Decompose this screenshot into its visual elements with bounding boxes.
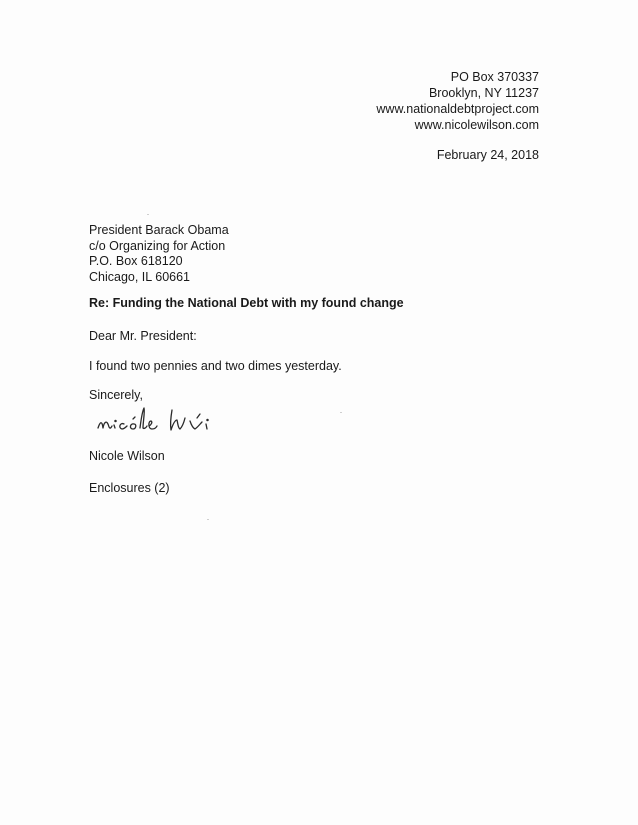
letter-body: I found two pennies and two dimes yesterday. bbox=[89, 359, 342, 373]
sender-website-nicolewilson: www.nicolewilson.com bbox=[414, 118, 539, 132]
salutation: Dear Mr. President: bbox=[89, 329, 197, 343]
recipient-name: President Barack Obama bbox=[89, 223, 229, 237]
sender-address-block bbox=[376, 69, 539, 133]
enclosures-note: Enclosures (2) bbox=[89, 481, 170, 495]
sender-website-nationaldebtproject: www.nationaldebtproject.com bbox=[376, 102, 539, 116]
closing: Sincerely, bbox=[89, 388, 143, 402]
recipient-address-block bbox=[89, 223, 229, 285]
scan-speck bbox=[207, 519, 209, 520]
handwritten-signature-icon bbox=[96, 400, 236, 440]
scan-speck bbox=[147, 214, 149, 215]
subject-line: Re: Funding the National Debt with my found change bbox=[89, 296, 404, 310]
recipient-po-box: P.O. Box 618120 bbox=[89, 254, 183, 268]
signer-name: Nicole Wilson bbox=[89, 449, 165, 463]
sender-city-state: Brooklyn, NY 11237 bbox=[428, 86, 539, 100]
letter-date: February 24, 2018 bbox=[436, 148, 539, 162]
scan-speck bbox=[340, 412, 342, 413]
recipient-city-state: Chicago, IL 60661 bbox=[89, 269, 191, 284]
sender-po-box: PO Box 370337 bbox=[450, 70, 539, 84]
recipient-organization: c/o Organizing for Action bbox=[89, 238, 226, 253]
